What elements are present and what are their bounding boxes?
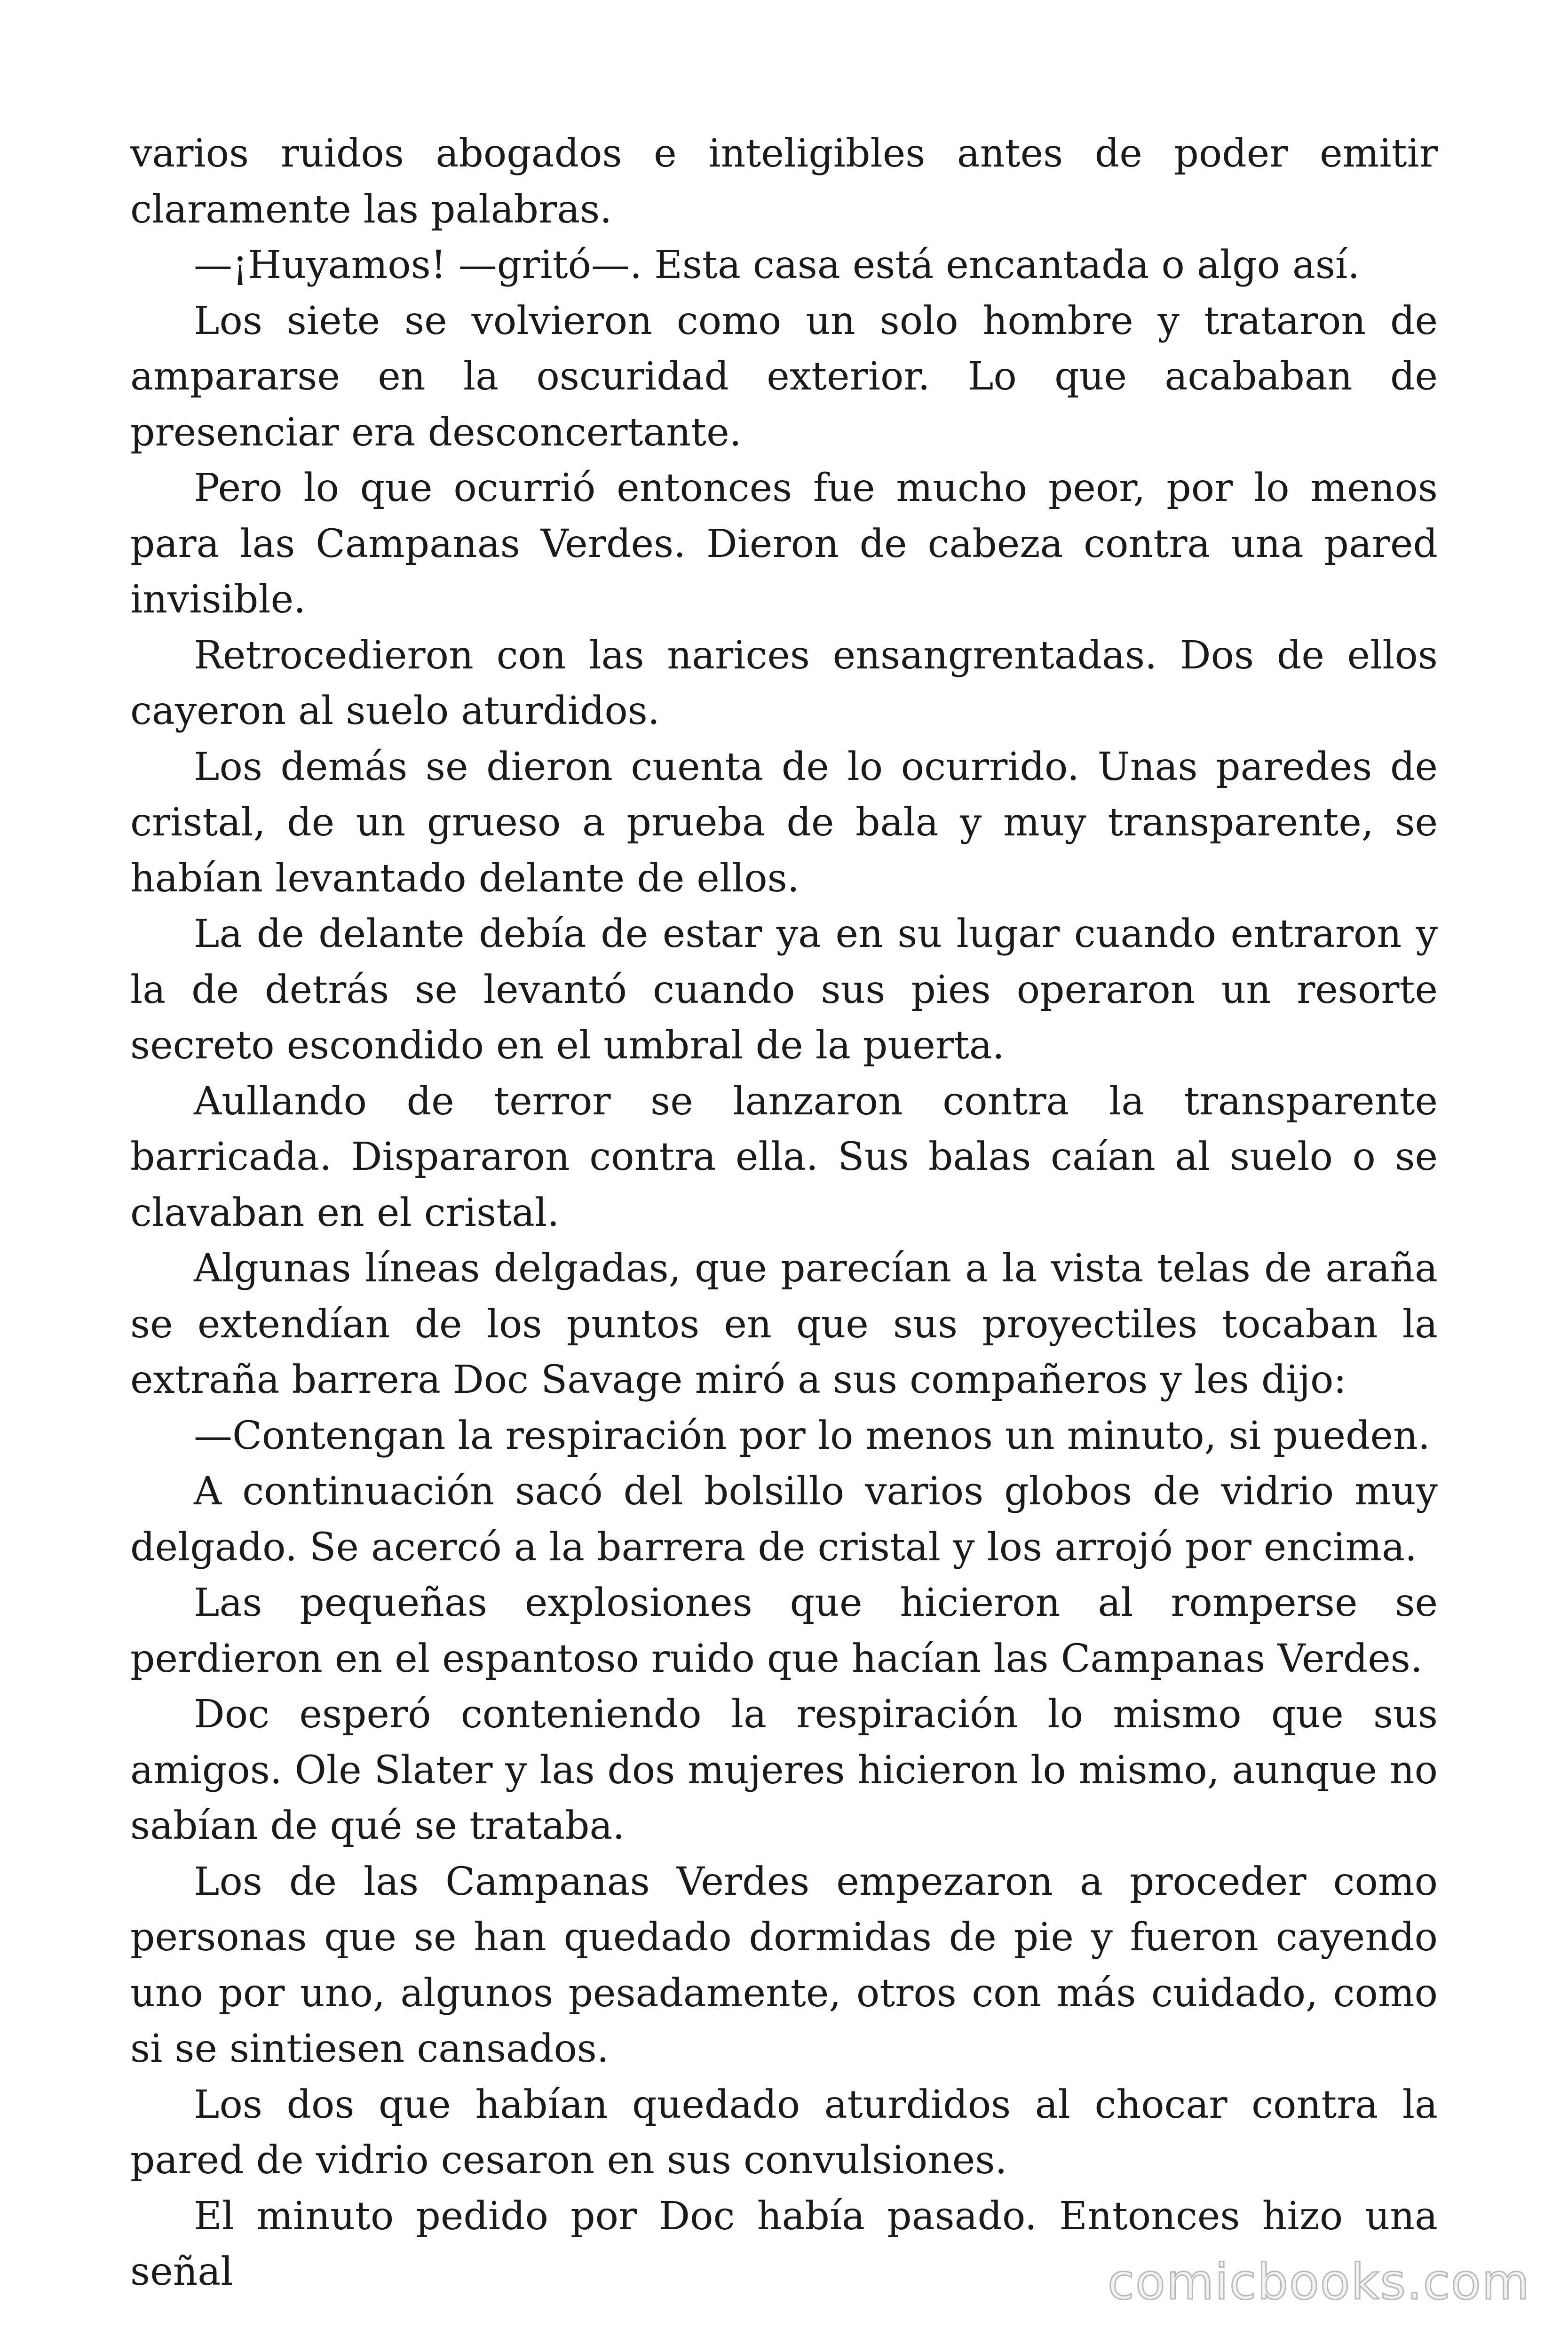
watermark: comicbooks.com: [1107, 2253, 1530, 2311]
paragraph: Los demás se dieron cuenta de lo ocurrido. Unas paredes de cristal, de un grueso a prueba de bala y muy transparente, se habían levantado delante de ellos.: [130, 744, 1438, 901]
paragraph: Las pequeñas explosiones que hicieron al romperse se perdieron en el espantoso ruido que hacían las Campanas Verdes.: [130, 1581, 1438, 1681]
paragraph: Algunas líneas delgadas, que parecían a la vista telas de araña se extendían de los puntos en que sus proyectiles tocaban la extraña barrera Doc Savage miró a sus compañeros y les dijo:: [130, 1246, 1438, 1402]
paragraph: El minuto pedido por Doc había pasado. Entonces hizo una señal: [130, 2193, 1438, 2294]
paragraph: Aullando de terror se lanzaron contra la transparente barricada. Dispararon contra ella. Sus balas caían al suelo o se clavaban en el cristal.: [130, 1079, 1438, 1235]
paragraph: Retrocedieron con las narices ensangrentadas. Dos de ellos cayeron al suelo aturdidos.: [130, 633, 1438, 733]
paragraph: —¡Huyamos! —gritó—. Esta casa está encantada o algo así.: [194, 243, 1360, 287]
paragraph: —Contengan la respiración por lo menos un minuto, si pueden.: [194, 1413, 1430, 1458]
paragraph: Pero lo que ocurrió entonces fue mucho peor, por lo menos para las Campanas Verdes. Dieron de cabeza contra una pared invisible.: [130, 466, 1438, 622]
page-body: [130, 126, 1438, 2300]
paragraph: Los dos que habían quedado aturdidos al chocar contra la pared de vidrio cesaron en sus convulsiones.: [130, 2082, 1438, 2183]
paragraph: varios ruidos abogados e inteligibles antes de poder emitir claramente las palabras.: [130, 131, 1438, 232]
paragraph: Doc esperó conteniendo la respiración lo mismo que sus amigos. Ole Slater y las dos mujeres hicieron lo mismo, aunque no sabían de qué se trataba.: [130, 1692, 1438, 1848]
paragraph: A continuación sacó del bolsillo varios globos de vidrio muy delgado. Se acercó a la barrera de cristal y los arrojó por encima.: [130, 1469, 1438, 1570]
paragraph: La de delante debía de estar ya en su lugar cuando entraron y la de detrás se levantó cuando sus pies operaron un resorte secreto escondido en el umbral de la puerta.: [130, 912, 1438, 1068]
paragraph: Los siete se volvieron como un solo hombre y trataron de ampararse en la oscuridad exterior. Lo que acababan de presenciar era desconcertante.: [130, 298, 1438, 455]
paragraph: Los de las Campanas Verdes empezaron a proceder como personas que se han quedado dormidas de pie y fueron cayendo uno por uno, algunos pesadamente, otros con más cuidado, como si se sintiesen cansados.: [130, 1859, 1438, 2071]
